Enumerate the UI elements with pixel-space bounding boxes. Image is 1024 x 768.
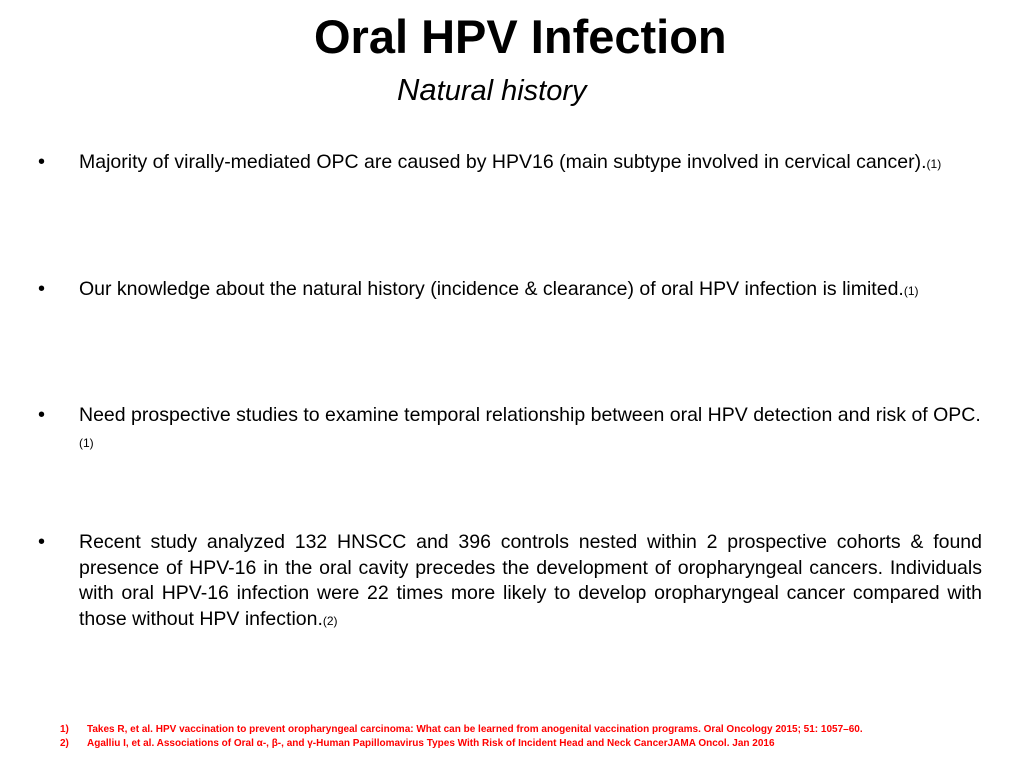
bullet-text [79, 150, 982, 178]
bullet-reference: (1) [926, 157, 942, 171]
bullet-text [79, 403, 982, 456]
bullet-reference: (1) [903, 284, 919, 298]
bullet-dot-icon: • [38, 531, 46, 553]
slide-subtitle [397, 70, 587, 111]
footnote-number: 1) [60, 724, 69, 735]
footnote-text: Takes R, et al. HPV vaccination to prevent oropharyngeal carcinoma: What can be learned from anogenital vaccination programs. Oral Oncology 2015; 51: 1057–60. [87, 724, 863, 735]
footnote-item [60, 737, 1010, 751]
bullet-body: Majority of virally-mediated OPC are caused by HPV16 (main subtype involved in cervical cancer). [79, 151, 927, 173]
subtitle-part-1: Na [397, 72, 437, 107]
footnotes [60, 723, 1010, 751]
bullet-dot-icon: • [38, 151, 46, 173]
footnote-text: Agalliu I, et al. Associations of Oral α-, β-, and γ-Human Papillomavirus Types With Risk of Incident Head and Neck CancerJAMA Oncol. Jan 2016 [87, 738, 775, 749]
bullet-body: Recent study analyzed 132 HNSCC and 396 controls nested within 2 prospective cohorts & found presence of HPV-16 in the oral cavity precedes the development of oropharyngeal cancers. Individuals with oral HPV-16 infection were 22 times more likely to develop oropharyngeal cancer compared with those without HPV infection. [79, 531, 982, 630]
bullet-body: Our knowledge about the natural history (incidence & clearance) of oral HPV infection is limited. [79, 278, 904, 300]
bullet-dot-icon: • [38, 404, 46, 426]
slide-title: Oral HPV Infection [314, 10, 727, 63]
footnote-item [60, 723, 1010, 737]
bullet-reference: (1) [79, 435, 94, 450]
bullet-dot-icon: • [38, 278, 46, 300]
bullet-text [79, 277, 982, 305]
bullet-body: Need prospective studies to examine temporal relationship between oral HPV detection and risk of OPC. [79, 404, 981, 426]
footnote-number: 2) [60, 738, 69, 749]
bullet-text [79, 530, 982, 634]
bullet-reference: (2) [322, 613, 338, 628]
subtitle-part-2: tural history [436, 75, 587, 107]
